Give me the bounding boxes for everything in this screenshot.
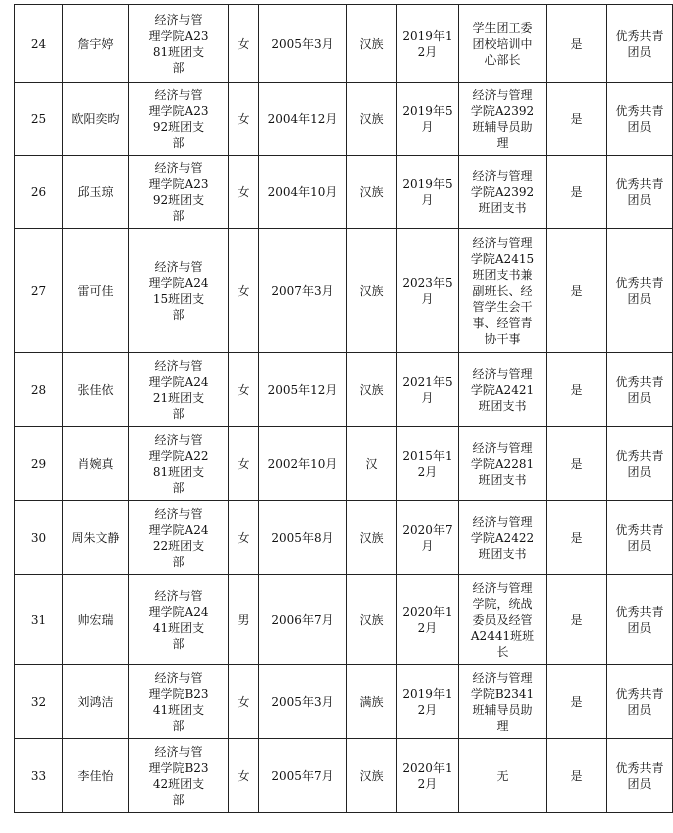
cell-honor-line: 优秀共青 — [615, 275, 664, 290]
cell-position — [459, 501, 547, 575]
cell-honor-line: 团员 — [627, 390, 652, 405]
cell-qualified: 是 — [547, 739, 607, 813]
cell-position-line: 班辅导员助 — [472, 702, 533, 717]
roster-table-container — [14, 4, 664, 813]
cell-position-line: 学院A2422 — [470, 530, 535, 545]
cell-position — [459, 353, 547, 427]
cell-name: 欧阳奕昀 — [63, 83, 129, 156]
cell-position-line: 学院A2392 — [470, 104, 535, 118]
cell-name: 周朱文静 — [63, 501, 129, 575]
cell-branch — [129, 5, 229, 83]
table-row — [15, 156, 673, 229]
cell-position-line: 学院，统战 — [472, 596, 533, 611]
cell-honor — [607, 665, 673, 739]
table-body — [15, 5, 673, 813]
cell-honor-line: 优秀共青 — [615, 374, 664, 389]
cell-position-line: 学院A2415 — [470, 251, 535, 266]
cell-branch-line: 经济与管 — [154, 88, 203, 102]
cell-branch-line: 经济与管 — [154, 744, 203, 759]
cell-join-date-line: 2019年5 — [402, 104, 453, 118]
cell-position-line: 班团支书 — [478, 546, 527, 561]
cell-honor-line: 优秀共青 — [615, 686, 664, 701]
cell-join-date-line: 月 — [421, 193, 434, 207]
cell-gender: 女 — [229, 229, 259, 353]
cell-ethnicity: 汉族 — [347, 5, 397, 83]
cell-position-line: 学院A2392 — [470, 185, 535, 199]
cell-position-line: 学院A2281 — [470, 456, 535, 471]
cell-name: 邱玉琼 — [63, 156, 129, 229]
cell-ethnicity: 满族 — [347, 665, 397, 739]
cell-position — [459, 156, 547, 229]
cell-position-line: 理 — [496, 718, 509, 733]
cell-join-date — [397, 229, 459, 353]
cell-branch — [129, 83, 229, 156]
cell-branch-line: 理学院A23 — [148, 28, 209, 43]
cell-ethnicity: 汉族 — [347, 353, 397, 427]
cell-position — [459, 5, 547, 83]
cell-gender: 男 — [229, 575, 259, 665]
cell-branch-line: 81班团支 — [152, 44, 205, 59]
cell-join-date-line: 2023年5 — [402, 275, 453, 290]
cell-position-line: 班团支书兼 — [472, 267, 533, 282]
cell-honor-line: 优秀共青 — [615, 177, 664, 191]
cell-number: 30 — [15, 501, 63, 575]
cell-branch-line: 部 — [172, 136, 185, 150]
cell-join-date-line: 2月 — [417, 702, 438, 717]
cell-gender: 女 — [229, 665, 259, 739]
cell-name: 张佳依 — [63, 353, 129, 427]
cell-join-date — [397, 575, 459, 665]
table-row — [15, 575, 673, 665]
cell-position-line: 经济与管理 — [472, 670, 533, 685]
cell-join-date-line: 月 — [421, 120, 434, 134]
cell-ethnicity: 汉族 — [347, 739, 397, 813]
cell-birth-date: 2006年7月 — [259, 575, 347, 665]
cell-honor-line: 优秀共青 — [615, 28, 664, 43]
cell-name: 肖婉真 — [63, 427, 129, 501]
cell-branch-line: 理学院A23 — [148, 104, 209, 118]
cell-gender: 女 — [229, 5, 259, 83]
table-row — [15, 229, 673, 353]
cell-join-date-line: 月 — [421, 538, 434, 553]
cell-honor — [607, 427, 673, 501]
cell-join-date-line: 2月 — [417, 620, 438, 635]
cell-position-line: 管学生会干 — [472, 299, 533, 314]
cell-branch-line: 部 — [172, 209, 185, 223]
cell-join-date-line: 2020年1 — [402, 760, 453, 775]
cell-position — [459, 739, 547, 813]
cell-honor-line: 团员 — [627, 291, 652, 306]
cell-qualified: 是 — [547, 156, 607, 229]
table-row — [15, 665, 673, 739]
cell-honor — [607, 739, 673, 813]
cell-position — [459, 229, 547, 353]
cell-branch-line: 经济与管 — [154, 12, 203, 27]
cell-position-line: 班团支书 — [478, 398, 527, 413]
table-row — [15, 83, 673, 156]
cell-branch-line: 部 — [172, 60, 185, 75]
cell-birth-date: 2002年10月 — [259, 427, 347, 501]
cell-name: 刘鸿洁 — [63, 665, 129, 739]
cell-join-date-line: 2019年1 — [402, 686, 453, 701]
cell-honor — [607, 5, 673, 83]
cell-gender: 女 — [229, 156, 259, 229]
cell-position-line: 副班长、经 — [472, 283, 533, 298]
cell-branch-line: 部 — [172, 554, 185, 569]
cell-branch-line: 理学院A23 — [148, 177, 209, 191]
cell-honor-line: 团员 — [627, 193, 652, 207]
cell-branch-line: 81班团支 — [152, 464, 205, 479]
cell-branch-line: 经济与管 — [154, 588, 203, 603]
cell-branch-line: 部 — [172, 792, 185, 807]
cell-qualified: 是 — [547, 575, 607, 665]
cell-number: 27 — [15, 229, 63, 353]
cell-honor — [607, 501, 673, 575]
cell-honor-line: 优秀共青 — [615, 104, 664, 118]
cell-number: 24 — [15, 5, 63, 83]
cell-honor-line: 团员 — [627, 702, 652, 717]
cell-join-date-line: 2月 — [417, 776, 438, 791]
cell-branch-line: 经济与管 — [154, 358, 203, 373]
cell-join-date-line: 2015年1 — [402, 448, 453, 463]
cell-join-date-line: 2021年5 — [402, 374, 453, 389]
cell-position — [459, 83, 547, 156]
cell-branch-line: 41班团支 — [152, 620, 205, 635]
cell-position-line: 心部长 — [484, 52, 521, 67]
cell-position-line: 经济与管理 — [472, 440, 533, 455]
cell-join-date-line: 2020年1 — [402, 604, 453, 619]
cell-qualified: 是 — [547, 353, 607, 427]
cell-branch — [129, 156, 229, 229]
cell-join-date-line: 月 — [421, 291, 434, 306]
cell-join-date-line: 月 — [421, 390, 434, 405]
roster-table — [14, 4, 673, 813]
cell-position — [459, 575, 547, 665]
cell-honor — [607, 353, 673, 427]
cell-ethnicity: 汉族 — [347, 501, 397, 575]
cell-join-date — [397, 156, 459, 229]
cell-birth-date: 2005年7月 — [259, 739, 347, 813]
cell-gender: 女 — [229, 501, 259, 575]
cell-honor-line: 团员 — [627, 620, 652, 635]
cell-honor-line: 团员 — [627, 538, 652, 553]
cell-branch-line: 22班团支 — [152, 538, 205, 553]
cell-position-line: 经济与管理 — [472, 580, 533, 595]
cell-honor — [607, 83, 673, 156]
cell-birth-date: 2007年3月 — [259, 229, 347, 353]
cell-branch-line: 理学院B23 — [148, 760, 209, 775]
cell-honor — [607, 229, 673, 353]
cell-branch — [129, 501, 229, 575]
cell-name: 詹宇婷 — [63, 5, 129, 83]
cell-branch — [129, 739, 229, 813]
cell-position-line: 班团支书 — [478, 201, 527, 215]
cell-branch-line: 部 — [172, 718, 185, 733]
cell-branch-line: 理学院A24 — [148, 604, 209, 619]
cell-birth-date: 2005年8月 — [259, 501, 347, 575]
cell-branch-line: 经济与管 — [154, 432, 203, 447]
table-row — [15, 739, 673, 813]
table-row — [15, 353, 673, 427]
cell-number: 32 — [15, 665, 63, 739]
cell-honor-line: 优秀共青 — [615, 448, 664, 463]
cell-number: 29 — [15, 427, 63, 501]
cell-position — [459, 665, 547, 739]
cell-join-date-line: 2019年1 — [402, 28, 453, 43]
cell-gender: 女 — [229, 83, 259, 156]
cell-join-date — [397, 353, 459, 427]
cell-birth-date: 2004年12月 — [259, 83, 347, 156]
cell-branch-line: 理学院A22 — [148, 448, 209, 463]
cell-position-line: 长 — [496, 644, 509, 659]
cell-branch-line: 15班团支 — [152, 291, 205, 306]
table-row — [15, 5, 673, 83]
cell-branch-line: 21班团支 — [152, 390, 205, 405]
cell-ethnicity: 汉族 — [347, 229, 397, 353]
cell-number: 28 — [15, 353, 63, 427]
table-row — [15, 501, 673, 575]
cell-honor — [607, 156, 673, 229]
cell-branch-line: 理学院B23 — [148, 686, 209, 701]
table-row — [15, 427, 673, 501]
cell-join-date — [397, 739, 459, 813]
cell-qualified: 是 — [547, 501, 607, 575]
cell-number: 31 — [15, 575, 63, 665]
cell-position-line: 事、经管青 — [472, 315, 533, 330]
cell-branch — [129, 353, 229, 427]
cell-branch-line: 经济与管 — [154, 670, 203, 685]
cell-honor-line: 优秀共青 — [615, 522, 664, 537]
cell-honor-line: 团员 — [627, 44, 652, 59]
cell-name: 李佳怡 — [63, 739, 129, 813]
cell-honor-line: 团员 — [627, 120, 652, 134]
cell-number: 33 — [15, 739, 63, 813]
cell-qualified: 是 — [547, 229, 607, 353]
cell-birth-date: 2004年10月 — [259, 156, 347, 229]
cell-position-line: 班团支书 — [478, 472, 527, 487]
cell-qualified: 是 — [547, 83, 607, 156]
cell-position-line: 经济与管理 — [472, 169, 533, 183]
cell-join-date — [397, 83, 459, 156]
cell-gender: 女 — [229, 353, 259, 427]
cell-branch-line: 部 — [172, 636, 185, 651]
cell-join-date — [397, 501, 459, 575]
cell-branch-line: 经济与管 — [154, 161, 203, 175]
cell-honor-line: 优秀共青 — [615, 760, 664, 775]
cell-branch-line: 92班团支 — [152, 120, 205, 134]
cell-position-line: 经济与管理 — [472, 366, 533, 381]
cell-birth-date: 2005年3月 — [259, 5, 347, 83]
cell-join-date-line: 2月 — [417, 464, 438, 479]
cell-branch-line: 部 — [172, 406, 185, 421]
cell-branch-line: 42班团支 — [152, 776, 205, 791]
cell-position-line: 协干事 — [484, 331, 521, 346]
cell-position-line: 团校培训中 — [472, 36, 533, 51]
cell-gender: 女 — [229, 739, 259, 813]
cell-number: 26 — [15, 156, 63, 229]
cell-name: 帅宏瑞 — [63, 575, 129, 665]
cell-ethnicity: 汉族 — [347, 83, 397, 156]
cell-branch — [129, 229, 229, 353]
cell-honor-line: 团员 — [627, 776, 652, 791]
cell-ethnicity: 汉 — [347, 427, 397, 501]
cell-gender: 女 — [229, 427, 259, 501]
cell-branch-line: 经济与管 — [154, 506, 203, 521]
cell-branch-line: 理学院A24 — [148, 374, 209, 389]
cell-branch-line: 41班团支 — [152, 702, 205, 717]
cell-position-line: 学院A2421 — [470, 382, 535, 397]
cell-position-line: 委员及经管 — [472, 612, 533, 627]
cell-position-line: 经济与管理 — [472, 514, 533, 529]
cell-position-line: 无 — [496, 768, 509, 783]
cell-branch — [129, 665, 229, 739]
cell-join-date-line: 2020年7 — [402, 522, 453, 537]
cell-position-line: 学生团工委 — [472, 20, 533, 35]
cell-honor-line: 团员 — [627, 464, 652, 479]
cell-honor-line: 优秀共青 — [615, 604, 664, 619]
cell-qualified: 是 — [547, 427, 607, 501]
cell-branch-line: 理学院A24 — [148, 522, 209, 537]
cell-qualified: 是 — [547, 665, 607, 739]
cell-branch-line: 部 — [172, 307, 185, 322]
cell-join-date — [397, 5, 459, 83]
cell-ethnicity: 汉族 — [347, 575, 397, 665]
cell-position-line: 经济与管理 — [472, 88, 533, 102]
cell-position-line: A2441班班 — [470, 628, 535, 643]
cell-name: 雷可佳 — [63, 229, 129, 353]
cell-branch — [129, 427, 229, 501]
cell-qualified: 是 — [547, 5, 607, 83]
cell-join-date — [397, 427, 459, 501]
cell-branch-line: 92班团支 — [152, 193, 205, 207]
cell-birth-date: 2005年12月 — [259, 353, 347, 427]
cell-birth-date: 2005年3月 — [259, 665, 347, 739]
cell-position-line: 班辅导员助 — [472, 120, 533, 134]
cell-branch-line: 理学院A24 — [148, 275, 209, 290]
cell-position-line: 学院B2341 — [470, 686, 535, 701]
cell-join-date-line: 2月 — [417, 44, 438, 59]
cell-ethnicity: 汉族 — [347, 156, 397, 229]
cell-number: 25 — [15, 83, 63, 156]
cell-position-line: 经济与管理 — [472, 235, 533, 250]
cell-position-line: 理 — [496, 136, 509, 150]
cell-join-date-line: 2019年5 — [402, 177, 453, 191]
cell-honor — [607, 575, 673, 665]
cell-branch — [129, 575, 229, 665]
cell-branch-line: 部 — [172, 480, 185, 495]
cell-join-date — [397, 665, 459, 739]
cell-position — [459, 427, 547, 501]
cell-branch-line: 经济与管 — [154, 259, 203, 274]
